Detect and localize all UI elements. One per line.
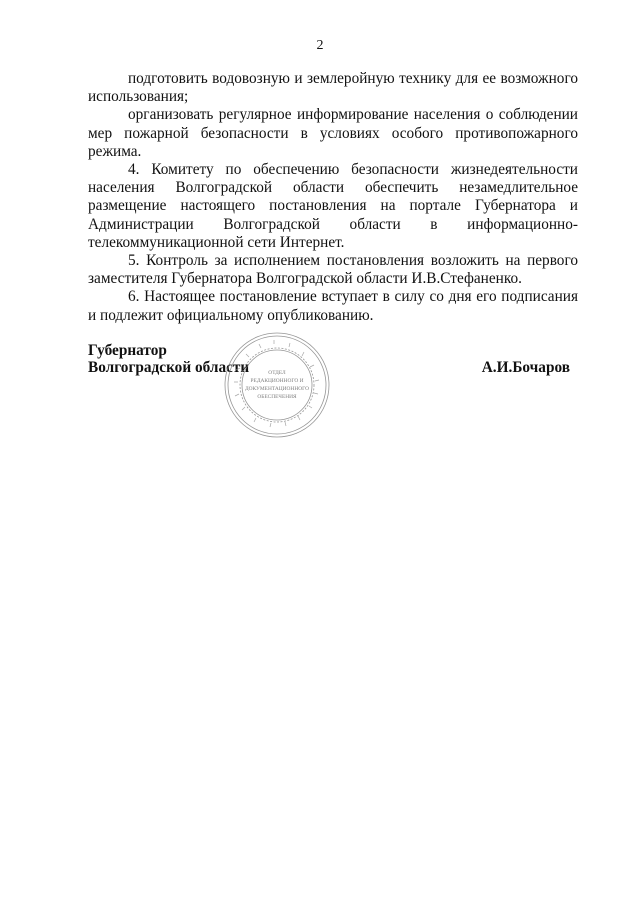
signatory-name: А.И.Бочаров bbox=[481, 359, 570, 376]
stamp-inner-line: ДОКУМЕНТАЦИОННОГО bbox=[244, 386, 310, 392]
paragraph-2: организовать регулярное информирование населения о соблюдении мер пожарной безопасности в условиях особого противопожарного режима. bbox=[88, 106, 578, 160]
page-number: 2 bbox=[316, 38, 324, 53]
paragraph-3: 4. Комитету по обеспечению безопасности жизнедеятельности населения Волгоградской области обеспечить незамедлительное размещение настоящего постановления на портале Губернатора и Администрации Волгоградской области в информационно-телекоммуникационной сети Интернет. bbox=[88, 161, 578, 251]
document-body bbox=[88, 70, 578, 325]
signatory-position-line1: Губернатор bbox=[88, 342, 167, 359]
official-stamp bbox=[222, 330, 332, 440]
paragraph-1: подготовить водовозную и землеройную технику для ее возможного использования; bbox=[88, 70, 578, 106]
paragraph-5: 6. Настоящее постановление вступает в силу со дня его подписания и подлежит официальному опубликованию. bbox=[88, 288, 578, 324]
stamp-inner-line: ОТДЕЛ bbox=[268, 370, 286, 376]
signatory-position-line2: Волгоградской области bbox=[88, 359, 250, 376]
stamp-inner-line: ОБЕСПЕЧЕНИЯ bbox=[257, 394, 297, 400]
paragraph-4: 5. Контроль за исполнением постановления возложить на первого заместителя Губернатора Волгоградской области И.В.Стефаненко. bbox=[88, 252, 578, 288]
stamp-inner-line: РЕДАКЦИОННОГО И bbox=[250, 378, 304, 384]
